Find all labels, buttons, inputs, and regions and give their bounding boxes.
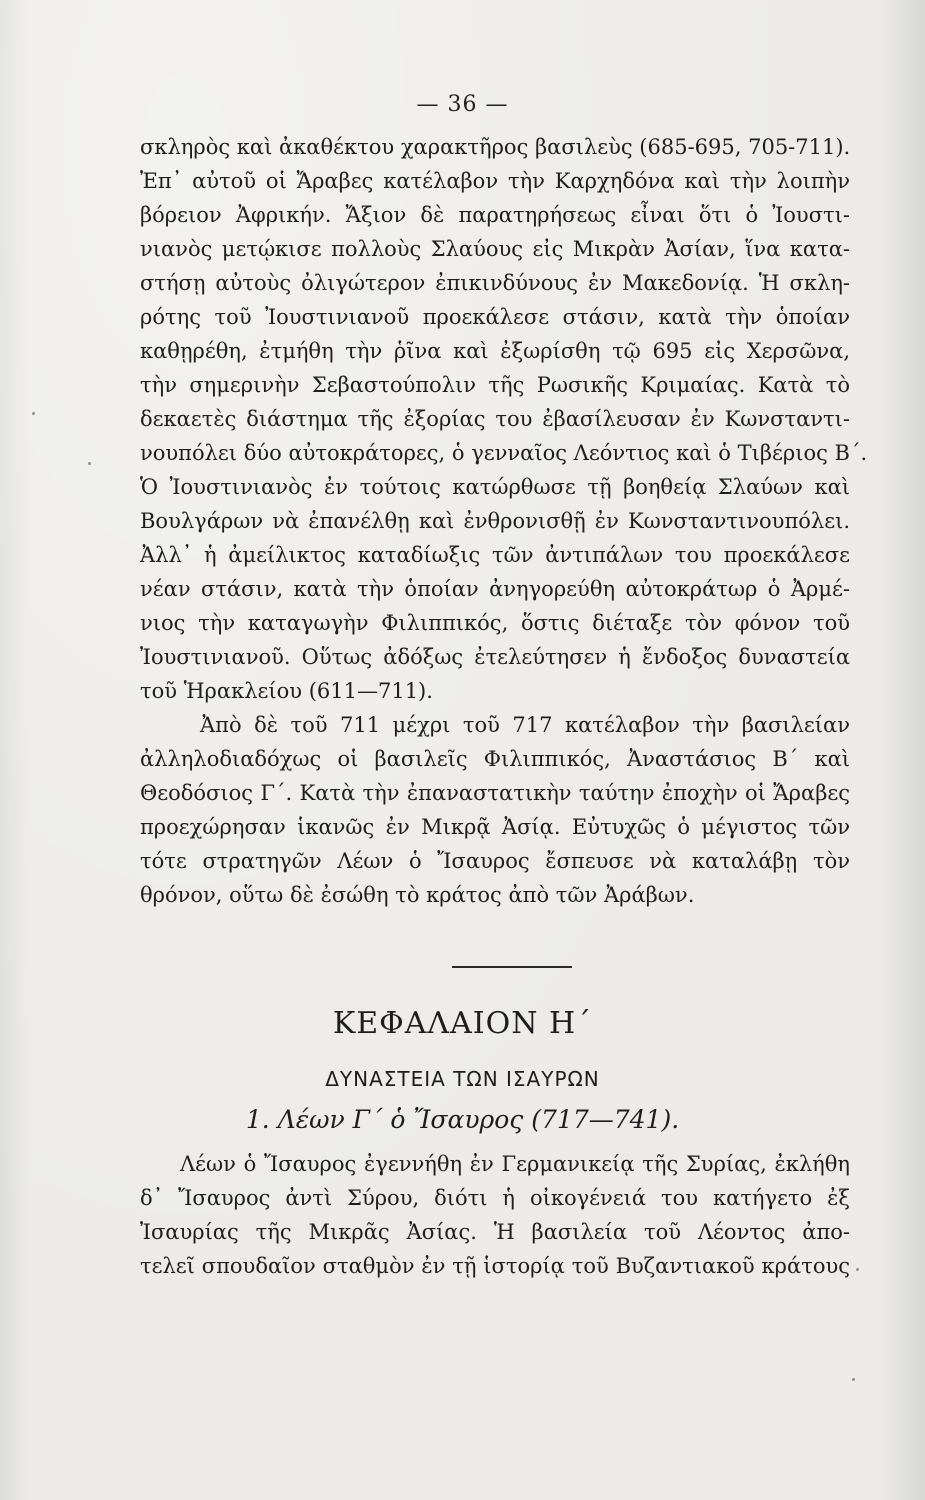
text-line: νιος τὴν καταγωγὴν Φιλιππικός, ὅστις διέταξε τὸν φόνον τοῦ xyxy=(140,611,850,635)
chapter-heading: ΚΕΦΑΛΑΙΟΝ Η΄ xyxy=(332,1006,593,1041)
text-line: Θεοδόσιος Γ΄. Κατὰ τὴν ἐπαναστατικὴν ταύτην ἐποχὴν οἱ Ἄραβες xyxy=(140,781,850,805)
text-line: τότε στρατηγῶν Λέων ὁ Ἴσαυρος ἔσπευσε νὰ καταλάβῃ τὸν xyxy=(140,849,850,873)
paper-speck xyxy=(88,462,91,465)
text-line: Ἰουστινιανοῦ. Οὕτως ἀδόξως ἐτελεύτησεν ἡ ἔνδοξος δυναστεία xyxy=(140,645,850,669)
text-line: Λέων ὁ Ἴσαυρος ἐγεννήθη ἐν Γερμανικείᾳ τῆς Συρίας, ἐκλήθη xyxy=(180,1152,850,1176)
text-line: Ἀλλ᾽ ἡ ἀμείλικτος καταδίωξις τῶν ἀντιπάλων του προεκάλεσε xyxy=(140,543,850,567)
text-line: καθῃρέθη, ἐτμήθη τὴν ῥῖνα καὶ ἐξωρίσθη τῷ 695 εἰς Χερσῶνα, xyxy=(140,339,850,363)
section-heading: 1. Λέων Γ΄ ὁ Ἴσαυρος (717—741). xyxy=(245,1105,680,1134)
text-line: νουπόλει δύο αὐτοκράτορες, ὁ γενναῖος Λεόντιος καὶ ὁ Τιβέριος Β΄. xyxy=(140,441,868,465)
text-line: Ἀπὸ δὲ τοῦ 711 μέχρι τοῦ 717 κατέλαβον τὴν βασιλείαν xyxy=(200,713,850,737)
text-line: δ᾽ Ἴσαυρος ἀντὶ Σύρου, διότι ἡ οἰκογένειά του κατήγετο ἐξ xyxy=(140,1186,850,1210)
text-line: θρόνον, οὕτω δὲ ἐσώθη τὸ κράτος ἀπὸ τῶν Ἀράβων. xyxy=(140,883,695,907)
paper-speck xyxy=(32,412,35,415)
text-line: βόρειον Ἀφρικήν. Ἄξιον δὲ παρατηρήσεως εἶναι ὅτι ὁ Ἰουστι- xyxy=(140,203,850,227)
text-line: τοῦ Ἡρακλείου (611—711). xyxy=(140,679,433,703)
text-line: Ἐπ᾽ αὐτοῦ οἱ Ἄραβες κατέλαβον τὴν Καρχηδόνα καὶ τὴν λοιπὴν xyxy=(140,169,850,193)
text-line: στήσῃ αὐτοὺς ὀλιγώτερον ἐπικινδύνους ἐν Μακεδονίᾳ. Ἡ σκλη- xyxy=(140,271,850,295)
text-line: σκληρὸς καὶ ἀκαθέκτου χαρακτῆρος βασιλεὺς (685-695, 705-711). xyxy=(140,135,851,159)
text-line: δεκαετὲς διάστημα τῆς ἐξορίας του ἐβασίλευσαν ἐν Κωνσταντι- xyxy=(140,407,850,431)
paper-speck xyxy=(856,1268,859,1271)
section-divider xyxy=(452,966,572,968)
text-line: νέαν στάσιν, κατὰ τὴν ὁποίαν ἀνηγορεύθη αὐτοκράτωρ ὁ Ἀρμέ- xyxy=(140,577,850,601)
text-block-upper xyxy=(140,130,868,912)
text-line: Ὁ Ἰουστινιανὸς ἐν τούτοις κατώρθωσε τῇ βοηθείᾳ Σλαύων καὶ xyxy=(140,475,850,499)
text-line: Βουλγάρων νὰ ἐπανέλθῃ καὶ ἐνθρονισθῇ ἐν Κωνσταντινουπόλει. xyxy=(140,509,850,533)
dynasty-heading: ΔΥΝΑΣΤΕΙΑ ΤΩΝ ΙΣΑΥΡΩΝ xyxy=(325,1067,600,1091)
page-number: — 36 — xyxy=(416,92,509,117)
paper-speck xyxy=(852,1378,855,1381)
text-line: τελεῖ σπουδαῖον σταθμὸν ἐν τῇ ἱστορίᾳ τοῦ Βυζαντιακοῦ κράτους xyxy=(140,1254,850,1278)
text-line: ἀλληλοδιαδόχως οἱ βασιλεῖς Φιλιππικός, Ἀναστάσιος Β΄ καὶ xyxy=(140,747,850,771)
text-line: Ἰσαυρίας τῆς Μικρᾶς Ἀσίας. Ἡ βασιλεία τοῦ Λέοντος ἀπο- xyxy=(140,1220,850,1244)
text-line: ρότης τοῦ Ἰουστινιανοῦ προεκάλεσε στάσιν, κατὰ τὴν ὁποίαν xyxy=(140,305,850,329)
text-line: νιανὸς μετῴκισε πολλοὺς Σλαύους εἰς Μικρὰν Ἀσίαν, ἵνα κατα- xyxy=(140,237,850,261)
text-line: τὴν σημερινὴν Σεβαστούπολιν τῆς Ρωσικῆς Κριμαίας. Κατὰ τὸ xyxy=(140,373,850,397)
text-line: προεχώρησαν ἱκανῶς ἐν Μικρᾷ Ἀσίᾳ. Εὐτυχῶς ὁ μέγιστος τῶν xyxy=(140,815,850,839)
text-block-lower xyxy=(140,1147,850,1283)
